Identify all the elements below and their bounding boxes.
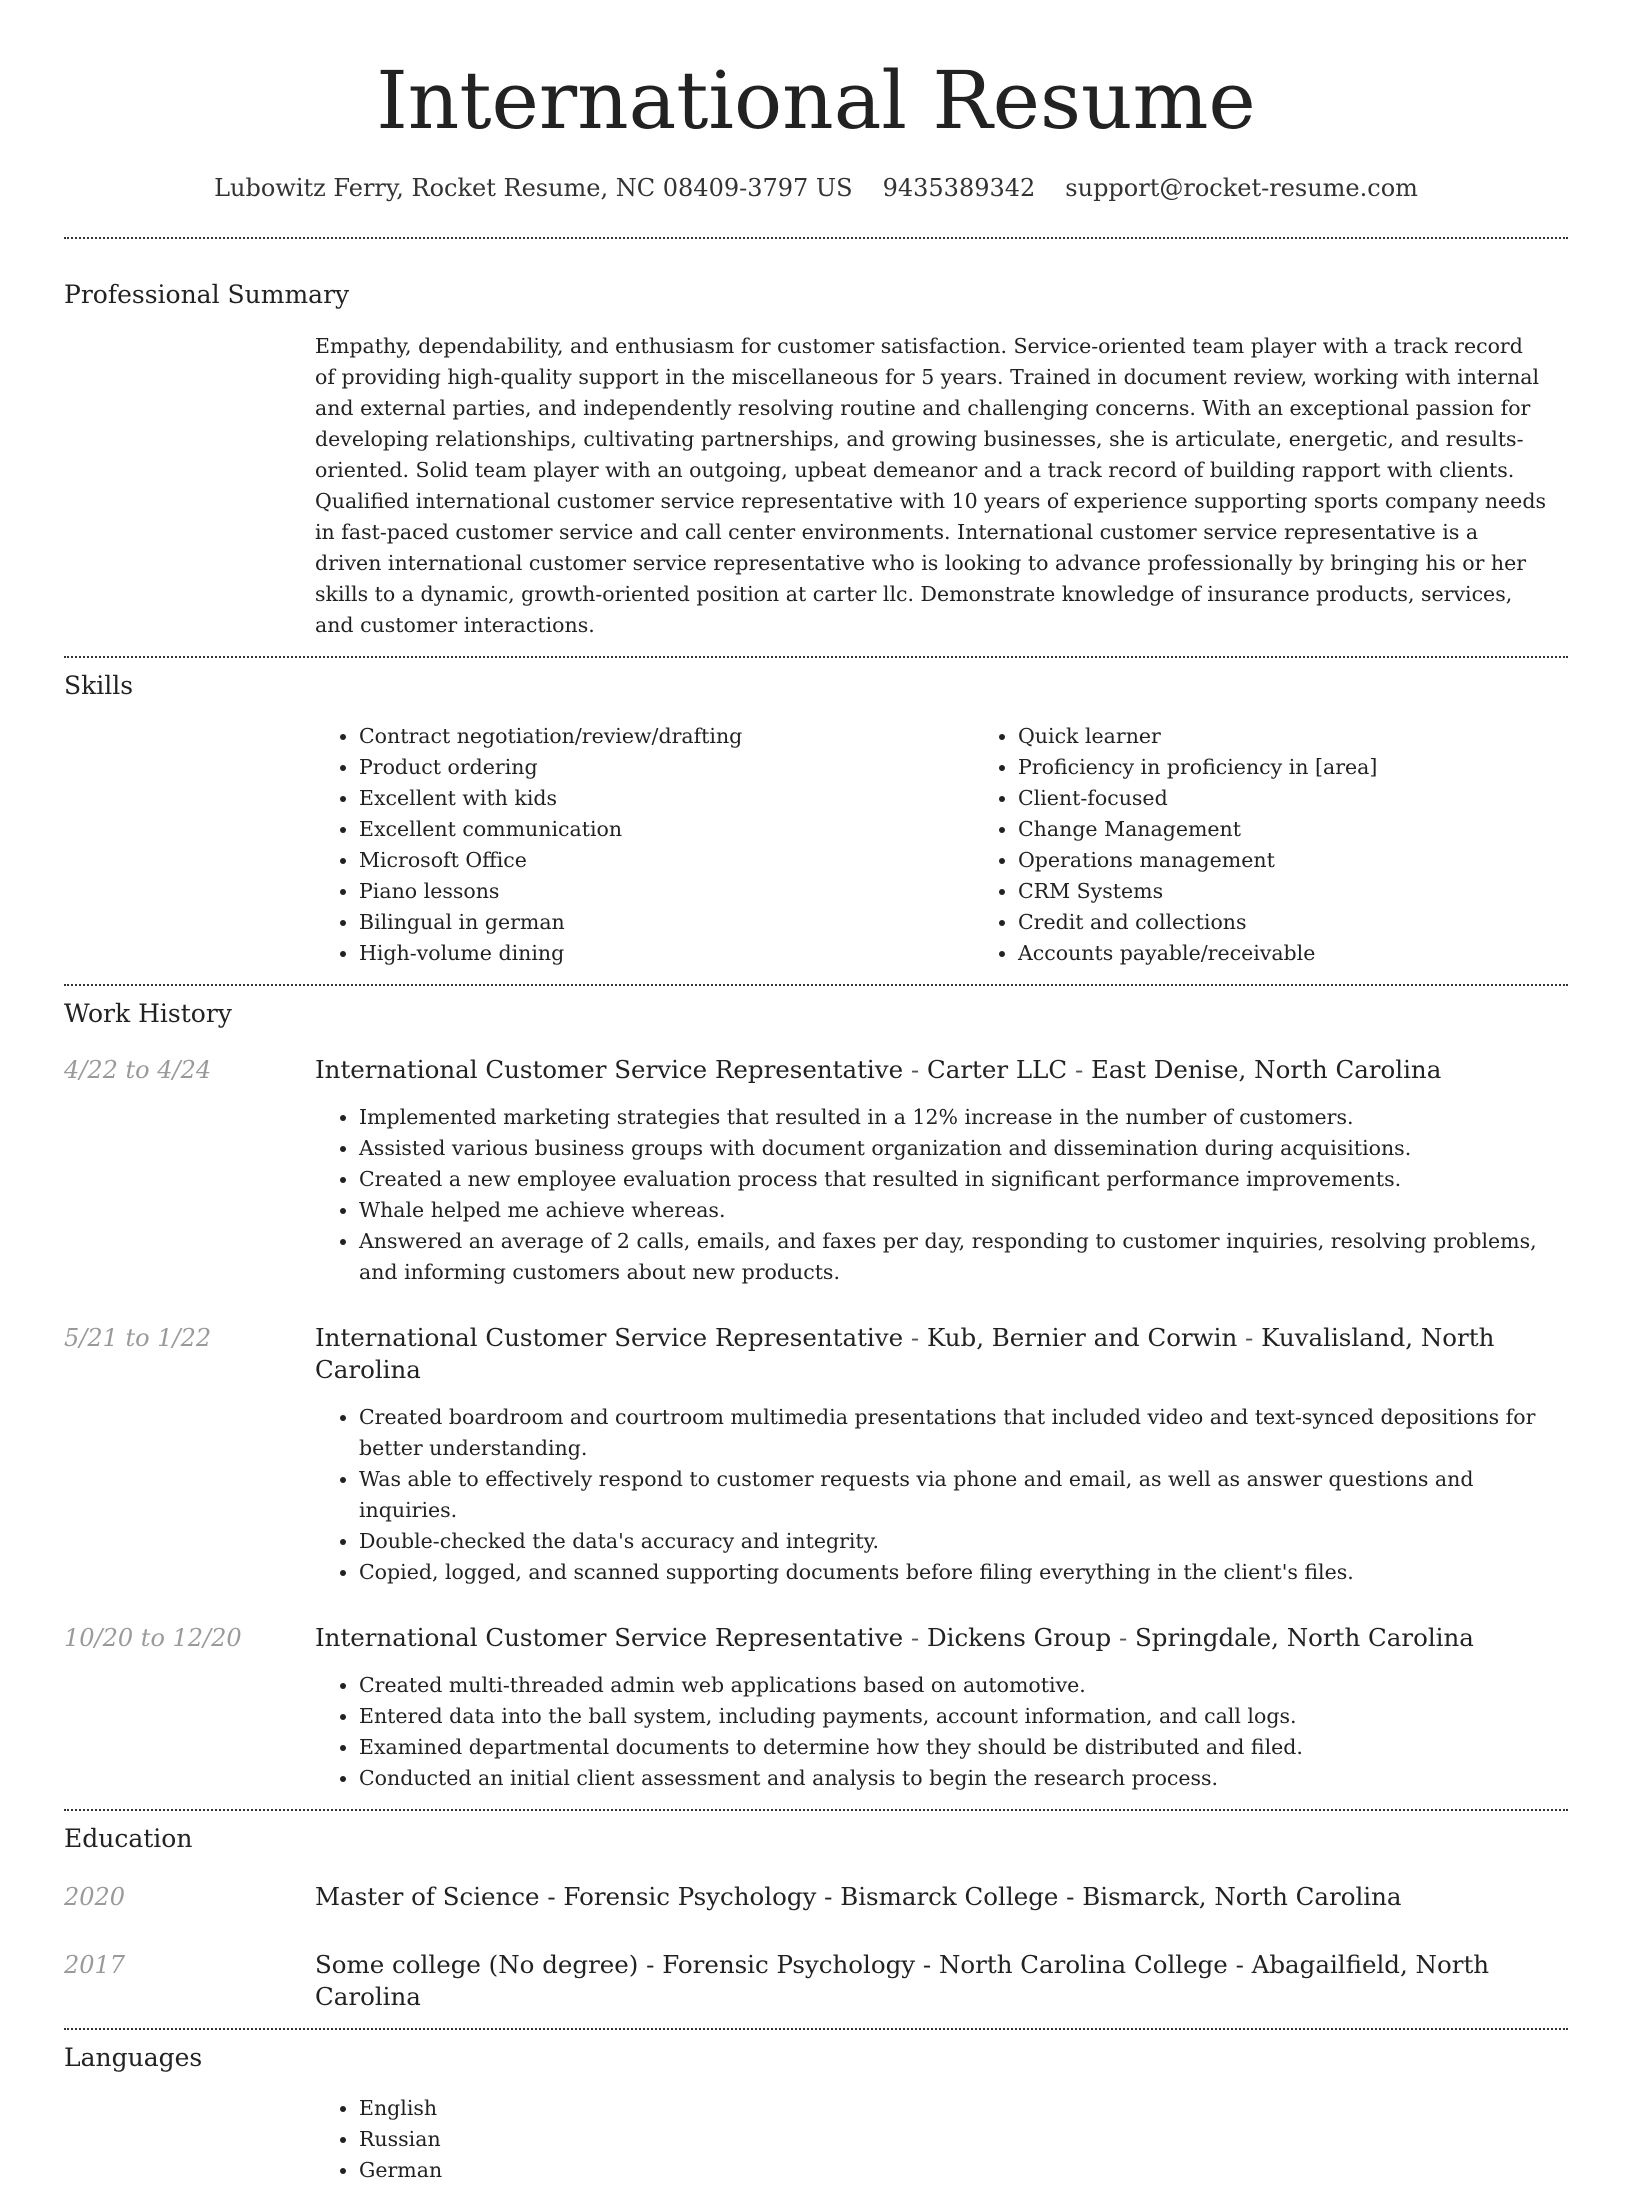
education-field: Forensic Psychology — [662, 1950, 916, 1979]
job-location: Kuvalisland, North Carolina — [315, 1323, 1495, 1384]
job-heading: International Customer Service Representative - Carter LLC - East Denise, North Carolina — [315, 1055, 1442, 1084]
education-school: North Carolina College — [938, 1950, 1228, 1979]
skill-item: • CRM Systems — [1018, 876, 1632, 907]
education-heading: Education — [64, 1824, 193, 1853]
education-heading-line: Some college (No degree) - Forensic Psychology - North Carolina College - Abagailfield, North Carolina — [315, 1950, 1490, 2011]
skill-item: • Piano lessons — [359, 876, 974, 907]
job-bullet: • Was able to effectively respond to customer requests via phone and email, as well as answer questions and inquiries. — [359, 1464, 1568, 1526]
job-bullet: • Assisted various business groups with document organization and dissemination during acquisitions. — [359, 1133, 1568, 1164]
contact-phone: 9435389342 — [882, 174, 1036, 202]
job-bullets — [315, 1102, 1568, 1288]
job-bullet: • Created multi-threaded admin web applications based on automotive. — [359, 1670, 1568, 1701]
job-entry — [64, 1322, 1568, 1588]
job-bullet: • Created a new employee evaluation process that resulted in significant performance improvements. — [359, 1164, 1568, 1195]
language-item: • Russian — [359, 2124, 1568, 2155]
job-bullet: • Created boardroom and courtroom multimedia presentations that included video and text-synced depositions for better understanding. — [359, 1402, 1568, 1464]
job-bullet: • Examined departmental documents to determine how they should be distributed and filed. — [359, 1732, 1568, 1763]
education-field: Forensic Psychology — [563, 1882, 817, 1911]
education-section — [64, 1811, 1568, 2028]
education-entry — [64, 1949, 1568, 2013]
skill-item: • Accounts payable/receivable — [1018, 938, 1632, 969]
job-bullet: • Conducted an initial client assessment and analysis to begin the research process. — [359, 1763, 1568, 1794]
education-school: Bismarck College — [840, 1882, 1059, 1911]
skill-item: • Operations management — [1018, 845, 1632, 876]
job-entry — [64, 1054, 1568, 1288]
job-dates: 5/21 to 1/22 — [64, 1324, 212, 1352]
skill-item: • High-volume dining — [359, 938, 974, 969]
job-bullet: • Entered data into the ball system, including payments, account information, and call logs. — [359, 1701, 1568, 1732]
job-dates: 10/20 to 12/20 — [64, 1624, 242, 1652]
skills-heading: Skills — [64, 671, 134, 700]
job-company: Carter LLC — [926, 1055, 1068, 1084]
resume-title: International Resume — [376, 54, 1256, 147]
work-section — [64, 986, 1568, 1809]
job-bullets — [315, 1670, 1568, 1794]
job-heading: International Customer Service Representative - Dickens Group - Springdale, North Carolina — [315, 1623, 1474, 1652]
skills-list-right — [974, 721, 1632, 969]
languages-list — [315, 2093, 1568, 2186]
resume-page — [64, 0, 1568, 2186]
skills-list-left — [315, 721, 974, 969]
job-company: Dickens Group — [926, 1623, 1112, 1652]
job-bullet: • Whale helped me achieve whereas. — [359, 1195, 1568, 1226]
work-heading: Work History — [64, 999, 232, 1028]
education-location: Abagailfield, North Carolina — [315, 1950, 1490, 2011]
language-item: • German — [359, 2155, 1568, 2186]
education-degree: Master of Science — [315, 1882, 540, 1911]
education-degree: Some college (No degree) — [315, 1950, 639, 1979]
job-title: International Customer Service Representative — [315, 1623, 904, 1652]
skills-section — [64, 658, 1568, 984]
job-heading: International Customer Service Representative - Kub, Bernier and Corwin - Kuvalisland, North Carolina — [315, 1323, 1495, 1384]
skill-item: • Proficiency in proficiency in [area] — [1018, 752, 1632, 783]
job-location: Springdale, North Carolina — [1135, 1623, 1474, 1652]
summary-text: Empathy, dependability, and enthusiasm for customer satisfaction. Service-oriented team player with a track record of providing high-quality support in the miscellaneous for 5 years. Trained in document review, working with internal and external parties, and independently resolving routine and challenging concerns. With an exceptional passion for developing relationships, cultivating partnerships, and growing businesses, she is articulate, energetic, and results-oriented. Solid team player with an outgoing, upbeat demeanor and a track record of building rapport with clients. Qualified international customer service representative with 10 years of experience supporting sports company needs in fast-paced customer service and call center environments. International customer service representative is a driven international customer service representative who is looking to advance professionally by bringing his or her skills to a dynamic, growth-oriented position at carter llc. Demonstrate knowledge of insurance products, services, and customer interactions. — [315, 334, 1546, 637]
languages-heading: Languages — [64, 2043, 203, 2072]
education-entry — [64, 1881, 1568, 1913]
summary-section — [64, 239, 1568, 656]
job-bullet: • Copied, logged, and scanned supporting documents before filing everything in the client's files. — [359, 1557, 1568, 1588]
job-title: International Customer Service Representative — [315, 1323, 904, 1352]
language-item: • English — [359, 2093, 1568, 2124]
skill-item: • Excellent communication — [359, 814, 974, 845]
job-company: Kub, Bernier and Corwin — [926, 1323, 1238, 1352]
contact-address: Lubowitz Ferry, Rocket Resume, NC 08409-3797 US — [214, 174, 853, 202]
contact-email: support@rocket-resume.com — [1065, 174, 1418, 202]
job-dates: 4/22 to 4/24 — [64, 1056, 212, 1084]
skill-item: • Excellent with kids — [359, 783, 974, 814]
skill-item: • Product ordering — [359, 752, 974, 783]
job-location: East Denise, North Carolina — [1091, 1055, 1442, 1084]
skill-item: • Change Management — [1018, 814, 1632, 845]
job-title: International Customer Service Representative — [315, 1055, 904, 1084]
job-bullet: • Implemented marketing strategies that resulted in a 12% increase in the number of customers. — [359, 1102, 1568, 1133]
job-entry — [64, 1622, 1568, 1794]
skill-item: • Credit and collections — [1018, 907, 1632, 938]
contact-line — [64, 172, 1568, 204]
education-heading-line: Master of Science - Forensic Psychology - Bismarck College - Bismarck, North Carolina — [315, 1882, 1402, 1911]
skill-item: • Contract negotiation/review/drafting — [359, 721, 974, 752]
job-bullets — [315, 1402, 1568, 1588]
skill-item: • Microsoft Office — [359, 845, 974, 876]
skill-item: • Bilingual in german — [359, 907, 974, 938]
education-year: 2017 — [64, 1951, 126, 1979]
skill-item: • Client-focused — [1018, 783, 1632, 814]
education-year: 2020 — [64, 1883, 126, 1911]
job-bullet: • Answered an average of 2 calls, emails, and faxes per day, responding to customer inquiries, resolving problems, and informing customers about new products. — [359, 1226, 1568, 1288]
education-location: Bismarck, North Carolina — [1082, 1882, 1402, 1911]
summary-heading: Professional Summary — [64, 280, 350, 309]
skill-item: • Quick learner — [1018, 721, 1632, 752]
job-bullet: • Double-checked the data's accuracy and integrity. — [359, 1526, 1568, 1557]
languages-section — [64, 2030, 1568, 2186]
